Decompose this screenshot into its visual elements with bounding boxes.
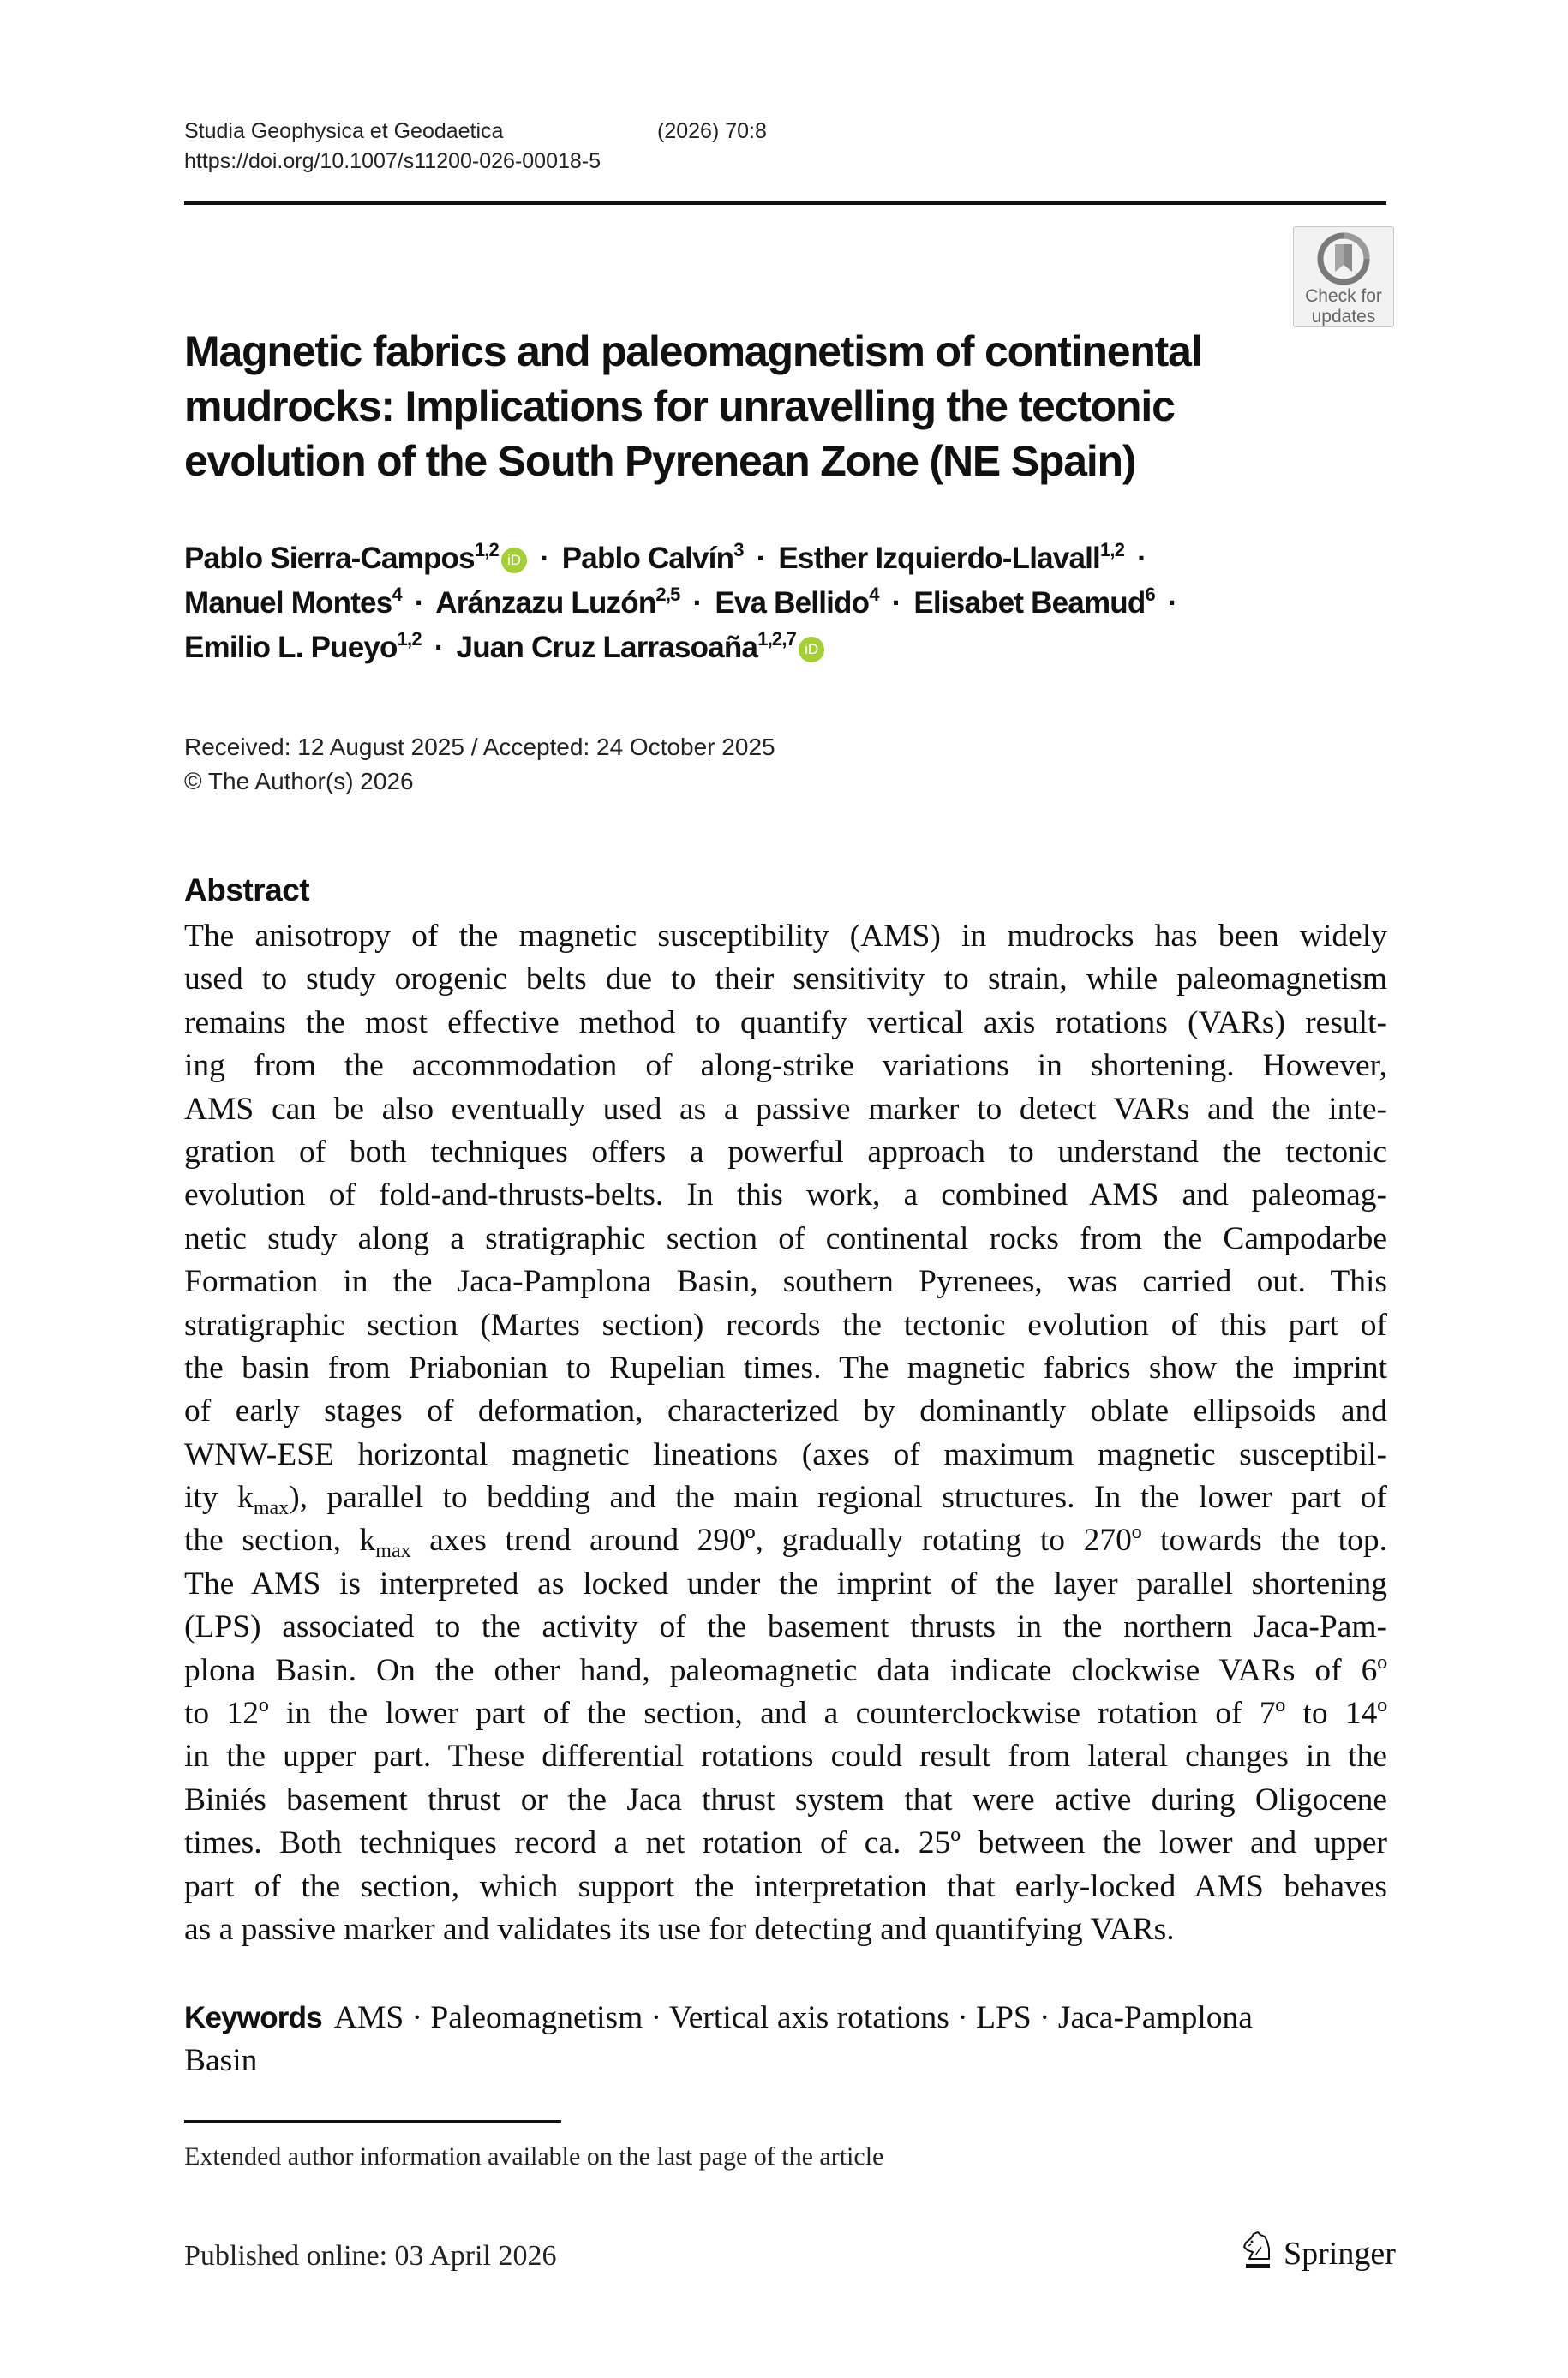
- affiliation-marker: 4: [869, 584, 879, 605]
- abstract-line: WNW-ESE horizontal magnetic lineations (axes of maximum magnetic susceptibil-: [184, 1436, 1387, 1472]
- check-for-updates-label-1: Check for: [1305, 286, 1382, 306]
- abstract-line: evolution of fold-and-thrusts-belts. In this work, a combined AMS and paleomag-: [184, 1177, 1387, 1213]
- keywords-line-1: AMS · Paleomagnetism · Vertical axis rotations · LPS · Jaca-Pamplona: [333, 2000, 1253, 2035]
- running-head: [184, 117, 767, 177]
- abstract-line: (LPS) associated to the activity of the basement thrusts in the northern Jaca-Pam-: [184, 1609, 1387, 1645]
- affiliation-marker: 3: [733, 539, 744, 560]
- author-list: [184, 536, 1384, 670]
- article-dates: [184, 730, 775, 799]
- author-line-1: [184, 536, 1384, 581]
- check-for-updates-button[interactable]: [1293, 226, 1394, 327]
- springer-logo: [1241, 2230, 1396, 2273]
- author-separator: ·: [891, 586, 901, 620]
- author-line-2: [184, 581, 1384, 626]
- journal-name: Studia Geophysica et Geodaetica: [184, 119, 504, 143]
- abstract-line: in the upper part. These differential rotations could result from lateral changes in the: [184, 1739, 1387, 1775]
- author-separator: ·: [756, 542, 766, 575]
- author-separator: ·: [539, 542, 549, 575]
- author-separator: ·: [1167, 586, 1177, 620]
- title-line-2: mudrocks: Implications for unravelling the tectonic: [184, 382, 1175, 430]
- publisher-name: Springer: [1284, 2236, 1396, 2272]
- author-name[interactable]: Pablo Sierra-Campos: [184, 542, 475, 575]
- affiliation-marker: 1,2: [474, 539, 499, 560]
- abstract-text: axes trend around 290º, gradually rotating to 270º towards the top.: [410, 1523, 1387, 1559]
- author-name[interactable]: Juan Cruz Larrasoaña: [456, 631, 758, 664]
- affiliation-marker: 4: [392, 584, 402, 605]
- kmax-subscript: max: [253, 1497, 290, 1520]
- published-online-date: Published online: 03 April 2026: [184, 2240, 557, 2272]
- abstract-line: The anisotropy of the magnetic susceptibility (AMS) in mudrocks has been widely: [184, 919, 1387, 954]
- author-separator: ·: [434, 631, 444, 664]
- article-title: [184, 324, 1212, 488]
- orcid-icon[interactable]: iD: [501, 548, 527, 573]
- author-name[interactable]: Emilio L. Pueyo: [184, 631, 398, 664]
- volume-citation: (2026) 70:8: [657, 119, 767, 143]
- abstract-line: netic study along a stratigraphic section of continental rocks from the Campodarbe: [184, 1220, 1387, 1256]
- abstract-text: the section, k: [184, 1523, 376, 1559]
- affiliation-marker: 1,2: [397, 628, 422, 650]
- abstract-line: [184, 1477, 1387, 1519]
- abstract-line: stratigraphic section (Martes section) records the tectonic evolution of this part of: [184, 1307, 1387, 1343]
- received-accepted-dates: Received: 12 August 2025 / Accepted: 24 October 2025: [184, 734, 775, 760]
- author-separator: ·: [1137, 542, 1146, 575]
- author-name[interactable]: Esther Izquierdo-Llavall: [778, 542, 1100, 575]
- abstract-line: used to study orogenic belts due to their sensitivity to strain, while paleomagnetism: [184, 961, 1387, 997]
- abstract-line: times. Both techniques record a net rotation of ca. 25º between the lower and upper: [184, 1825, 1387, 1861]
- abstract-line: part of the section, which support the interpretation that early-locked AMS behaves: [184, 1868, 1387, 1904]
- title-line-1: Magnetic fabrics and paleomagnetism of continental: [184, 327, 1202, 375]
- abstract-line: the basin from Priabonian to Rupelian times. The magnetic fabrics show the imprint: [184, 1350, 1387, 1386]
- springer-knight-logo-icon: [1241, 2230, 1273, 2273]
- title-line-3: evolution of the South Pyrenean Zone (NE Spain): [184, 437, 1136, 485]
- abstract-line: [184, 1519, 1387, 1562]
- abstract-line: AMS can be also eventually used as a passive marker to detect VARs and the inte-: [184, 1091, 1387, 1127]
- check-for-updates-label-2: updates: [1311, 307, 1376, 326]
- author-line-3: [184, 626, 1384, 670]
- affiliation-marker: 1,2: [1099, 539, 1125, 560]
- abstract-line: plona Basin. On the other hand, paleomagnetic data indicate clockwise VARs of 6º: [184, 1652, 1387, 1688]
- abstract-text: ), parallel to bedding and the main regional structures. In the lower part of: [289, 1480, 1387, 1516]
- keywords-label: Keywords: [184, 2001, 322, 2034]
- author-separator: ·: [692, 586, 703, 620]
- kmax-subscript: max: [375, 1540, 411, 1563]
- affiliation-marker: 1,2,7: [757, 628, 797, 650]
- abstract-body: [184, 915, 1387, 1951]
- keywords: [184, 1997, 1387, 2082]
- author-separator: ·: [414, 586, 424, 620]
- abstract-line: Formation in the Jaca-Pamplona Basin, southern Pyrenees, was carried out. This: [184, 1264, 1387, 1300]
- crossmark-bookmark-icon: [1317, 232, 1370, 285]
- author-name[interactable]: Elisabet Beamud: [913, 586, 1146, 620]
- abstract-line: as a passive marker and validates its use for detecting and quantifying VARs.: [184, 1911, 1175, 1947]
- abstract-line: ing from the accommodation of along-strike variations in shortening. However,: [184, 1048, 1387, 1084]
- author-name[interactable]: Manuel Montes: [184, 586, 392, 620]
- author-name[interactable]: Eva Bellido: [715, 586, 870, 620]
- affiliation-marker: 6: [1145, 584, 1155, 605]
- author-info-footnote: Extended author information available on the last page of the article: [184, 2142, 884, 2171]
- abstract-line: of early stages of deformation, characterized by dominantly oblate ellipsoids and: [184, 1393, 1387, 1429]
- abstract-line: gration of both techniques offers a powerful approach to understand the tectonic: [184, 1134, 1387, 1170]
- author-name[interactable]: Aránzazu Luzón: [435, 586, 656, 620]
- abstract-line: The AMS is interpreted as locked under the imprint of the layer parallel shortening: [184, 1566, 1387, 1602]
- keywords-line-2: Basin: [184, 2043, 258, 2078]
- abstract-line: Biniés basement thrust or the Jaca thrust system that were active during Oligocene: [184, 1782, 1387, 1818]
- copyright-notice: © The Author(s) 2026: [184, 768, 414, 794]
- affiliation-marker: 2,5: [655, 584, 680, 605]
- footnote-rule: [184, 2120, 561, 2123]
- abstract-heading: Abstract: [184, 872, 310, 907]
- orcid-icon[interactable]: iD: [799, 637, 824, 662]
- abstract-line: remains the most effective method to quantify vertical axis rotations (VARs) result-: [184, 1004, 1387, 1040]
- doi-link[interactable]: https://doi.org/10.1007/s11200-026-00018-5: [184, 149, 601, 173]
- abstract-line: to 12º in the lower part of the section, and a counterclockwise rotation of 7º to 14º: [184, 1696, 1387, 1732]
- abstract-text: ity k: [184, 1480, 254, 1516]
- header-rule: [184, 201, 1386, 205]
- author-name[interactable]: Pablo Calvín: [561, 542, 734, 575]
